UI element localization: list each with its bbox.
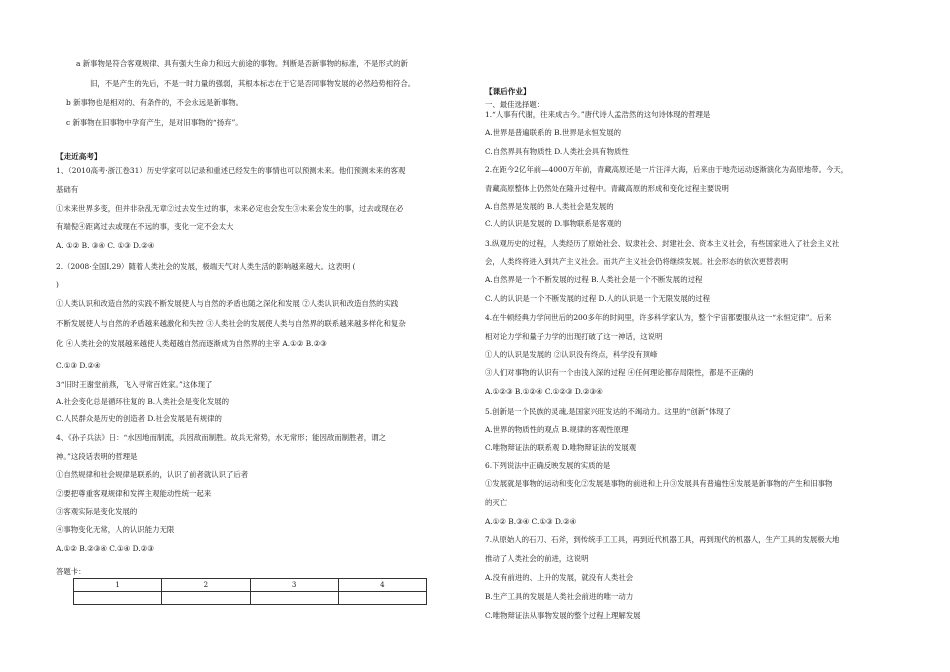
text-line: B.生产工具的发展是人类社会前进的唯一动力 xyxy=(485,592,634,601)
answer-card-header-cell: 1 xyxy=(74,579,162,592)
text-line: ②要把尊重客观规律和发挥主观能动性统一起来 xyxy=(56,489,212,498)
text-line: 会，人类终将进入到共产主义社会。而共产主义社会仍将继续发展。社会形态的依次更替表明 xyxy=(485,257,789,266)
text-line: A.①②③ B.①②④ C.①②③ D.②③④ xyxy=(485,387,603,396)
text-line: A.社会变化总是循环往复的 B.人类社会是变化发展的 xyxy=(56,397,230,406)
text-line: A.自然界是发展的 B.人类社会是发展的 xyxy=(485,202,614,211)
text-line: 1、（2010高考·浙江卷31）历史学家可以记录和重述已经发生的事情也可以预测未来。他们预测未来的客观 xyxy=(56,166,406,175)
answer-card-answer-cell[interactable] xyxy=(162,592,250,605)
text-line: 2.在距今2亿年前—4000万年前，青藏高原还是一片汪洋大海，后来由于地壳运动逐渐演化为高原地带。今天， xyxy=(485,165,849,174)
text-line: 化 ④人类社会的发展越来越使人类超越自然而逐渐成为自然界的主宰 A.①② B.②③ xyxy=(56,339,327,348)
text-line: 神。”这段话表明的哲理是 xyxy=(56,452,138,461)
text-line: ④事物变化无常，人的认识能力无限 xyxy=(56,525,175,534)
text-line: 旧，不是产生的先后，不是一时力量的强弱，其根本标志在于它是否同事物发展的必然趋势相符合。 xyxy=(90,79,416,88)
text-line: 答题卡： xyxy=(56,567,86,576)
text-line: 基础有 xyxy=(56,185,79,194)
text-line: ①未来世界多变，但并非杂乱无章②过去发生过的事，未来必定也会发生③未来会发生的事，过去或现在必 xyxy=(56,204,404,213)
text-line: 一、最佳选择题： xyxy=(485,100,545,109)
section-heading: 【走近高考】 xyxy=(56,152,102,161)
text-line: C.人民群众是历史的创造者 D.社会发展是有规律的 xyxy=(56,414,222,423)
text-line: 3.纵观历史的过程，人类经历了原始社会、奴隶社会、封建社会、资本主义社会，有些国家进入了社会主义社 xyxy=(485,239,840,248)
text-line: C.唯物辩证法的联系观 D.唯物辩证法的发展观 xyxy=(485,443,637,452)
text-line: A.没有前进的、上升的发展，就没有人类社会 xyxy=(485,573,634,582)
text-line: ①自然规律和社会规律是联系的，认识了前者就认识了后者 xyxy=(56,470,249,479)
text-line: ③人们对事物的认识有一个由浅入深的过程 ④任何理论都存局限性，都是不正确的 xyxy=(485,368,754,377)
answer-card-header-cell: 3 xyxy=(250,579,338,592)
text-line: A.①② B.③④ C.①③ D.②④ xyxy=(485,517,577,526)
answer-card-header-cell: 2 xyxy=(162,579,250,592)
text-line: ①人类认识和改造自然的实践不断发展使人与自然的矛盾也随之深化和发展 ②人类认识和改造自然的实践 xyxy=(56,299,399,308)
text-line: c 新事物在旧事物中孕育产生，是对旧事物的“扬弃”。 xyxy=(66,118,243,127)
text-line: 5.创新是一个民族的灵魂,是国家兴旺发达的不竭动力。这里的“创新”体现了 xyxy=(485,407,732,416)
text-line: ③客观实际是变化发展的 xyxy=(56,507,138,516)
section-heading: 【课后作业】 xyxy=(485,87,531,96)
text-line: C.①③ D.②④ xyxy=(56,361,101,370)
text-line: 不断发展使人与自然的矛盾越来越激化和失控 ③人类社会的发展使人类与自然界的联系越来越多样化和复杂 xyxy=(56,319,406,328)
text-line: A. ①② B. ③④ C. ①③ D.②④ xyxy=(56,241,155,250)
answer-card-answer-cell[interactable] xyxy=(250,592,338,605)
answer-card-answer-cell[interactable] xyxy=(74,592,162,605)
text-line: A.世界是普遍联系的 B.世界是永恒发展的 xyxy=(485,128,622,137)
text-line: C.唯物辩证法从事物发展的整个过程上理解发展 xyxy=(485,611,641,620)
text-line: ) xyxy=(56,280,59,289)
text-line: C.人的认识是发展的 D.事物联系是客观的 xyxy=(485,219,622,228)
text-line: A.①② B.②③④ C.①④ D.②③ xyxy=(56,544,154,553)
text-line: 1.“人事有代谢，往来成古今。”唐代诗人孟浩然的这句诗体现的哲理是 xyxy=(485,110,711,119)
text-line: 有端倪④距离过去或现在不远的事，变化一定不会太大 xyxy=(56,222,234,231)
answer-card-answer-cell[interactable] xyxy=(338,592,426,605)
text-line: 4、《孙子兵法》日：“水因地而制流，兵因敌而制胜。故兵无常势，水无常形；能因敌而制胜者，谓之 xyxy=(56,433,386,442)
text-line: 3“旧时王谢堂前燕，飞入寻常百姓家。”这体现了 xyxy=(56,380,213,389)
text-line: 青藏高原整体上仍然处在隆升过程中。青藏高原的形成和变化过程主要说明 xyxy=(485,184,729,193)
text-line: C.人的认识是一个不断发展的过程 D.人的认识是一个无限发展的过程 xyxy=(485,294,711,303)
text-line: C.自然界具有物质性 D.人类社会具有物质性 xyxy=(485,147,629,156)
answer-card-header-row xyxy=(74,579,427,592)
text-line: A.自然界是一个不断发展的过程 B.人类社会是一个不断发展的过程 xyxy=(485,275,703,284)
text-line: 6.下列说法中正确反映发展的实质的是 xyxy=(485,461,611,470)
text-line: b 新事物也是相对的、有条件的，不会永远是新事物。 xyxy=(66,98,244,107)
answer-card-header-cell: 4 xyxy=(338,579,426,592)
text-line: 相对论力学和量子力学的出现打破了这一神话，这说明 xyxy=(485,332,663,341)
text-line: ①发展就是事物的运动和变化②发展是事物的前进和上升③发展具有普遍性④发展是新事物的产生和旧事物 xyxy=(485,479,833,488)
text-line: ①人的认识是发展的 ②认识没有终点，科学没有顶峰 xyxy=(485,350,658,359)
text-line: a 新事物是符合客观规律、具有强大生命力和远大前途的事物。判断是否新事物的标准，不是形式的新 xyxy=(76,59,408,68)
answer-card-answer-row xyxy=(74,592,427,605)
text-line: A.世界的物质性的观点 B.规律的客观性原理 xyxy=(485,425,629,434)
answer-card-table xyxy=(73,578,427,605)
text-line: 7.从原始人的石刀、石斧，到传统手工工具，再到近代机器工具，再到现代的机器人，生产工具的发展极大地 xyxy=(485,535,840,544)
text-line: 推动了人类社会的前进，这说明 xyxy=(485,554,589,563)
text-line: 4.在牛顿经典力学问世后的200多年的时间里，许多科学家认为，整个宇宙都要服从这一“永恒定律”。后来 xyxy=(485,313,832,322)
text-line: 的灭亡 xyxy=(485,498,508,507)
text-line: 2.（2008·全国Ⅰ,29）随着人类社会的发展，极端天气对人类生活的影响越来越大。这表明 ( xyxy=(56,262,356,271)
